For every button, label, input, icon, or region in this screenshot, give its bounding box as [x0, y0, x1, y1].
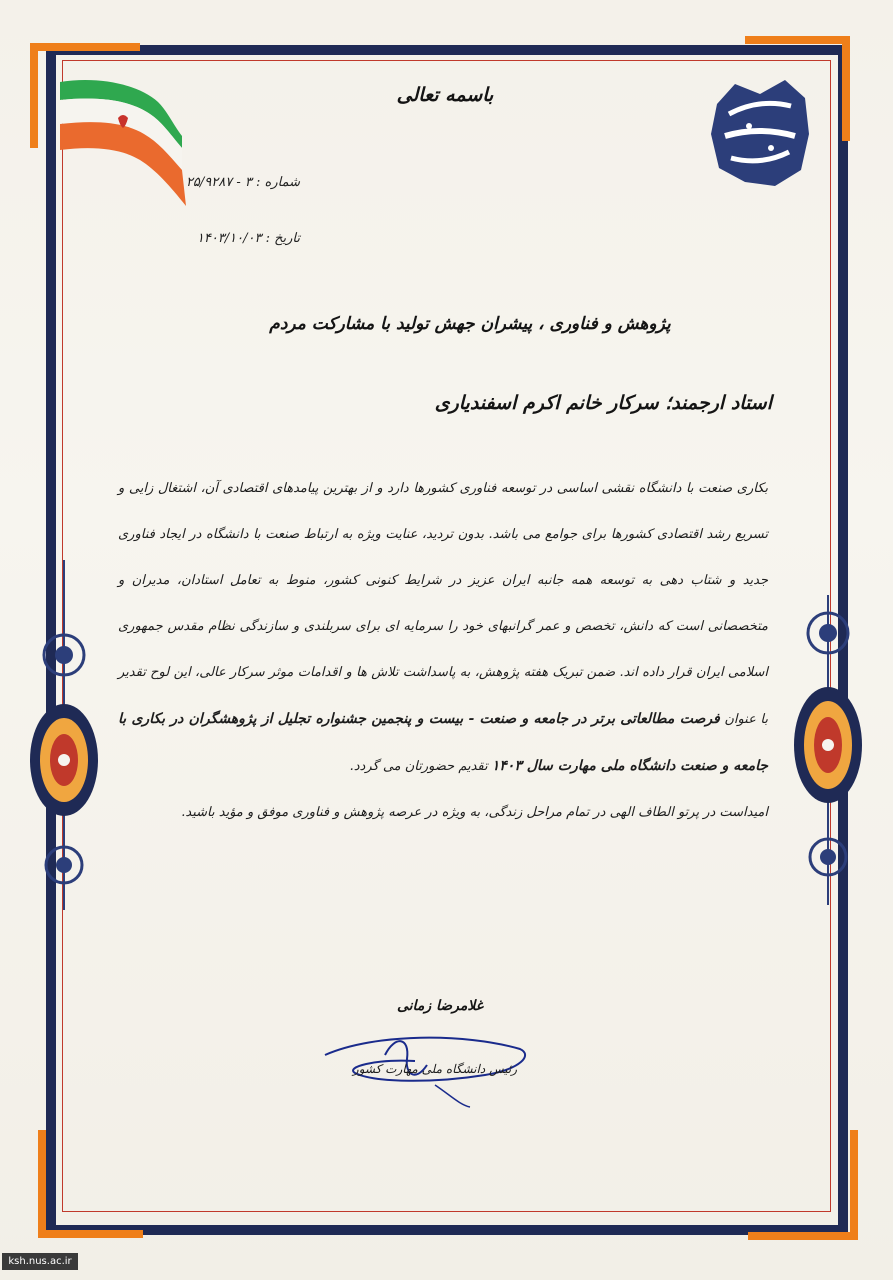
body-paragraph-2: امیداست در پرتو الطاف الهی در تمام مراحل زندگی، به ویژه در عرصه پژوهش و فناوری موفق و مؤید باشید. [181, 805, 768, 820]
corner-accent-bottom-left-v [38, 1130, 46, 1238]
corner-accent-top-right [745, 36, 849, 44]
corner-accent-bottom-right [748, 1232, 856, 1240]
recipient-name: استاد ارجمند؛ سرکار خانم اکرم اسفندیاری [434, 392, 772, 414]
frame-bottom-border [46, 1225, 848, 1235]
body-paragraph-1 [118, 466, 768, 790]
slogan-headline: پژوهش و فناوری ، پیشران جهش تولید با مشارکت مردم [269, 314, 671, 334]
signer-name: غلامرضا زمانی [396, 998, 484, 1014]
corner-accent-top-left-v [30, 43, 38, 148]
letter-date: تاریخ : ۱۴۰۳/۱۰/۰۳ [196, 231, 300, 246]
frame-top-border [46, 45, 848, 55]
iran-flag-icon [58, 78, 188, 210]
corner-accent-bottom-right-v [850, 1130, 858, 1240]
letter-body [118, 466, 768, 836]
corner-accent-bottom-left [38, 1230, 143, 1238]
body-text-main: بکاری صنعت با دانشگاه نقشی اساسی در توسعه فناوری کشورها دارد و از بهترین پیامدهای اقتصادی آن، اشتغال زایی و تسریع رشد اقتصادی کشورها برای جوامع می باشد. بدون تردید، عنایت ویژه به ارتباط صنعت با دانشگاه در ایجاد فناوری جدید و شتاب دهی به توسعه همه جانبه ایران عزیز در شرایط کنونی کشور، منوط به تعامل استادان، مدیران و متخصصانی است که دانش، تخصص و عمر گرانبهای خود را سرمایه ای برای سربلندی و سازندگی نظام مقدس جمهوری اسلامی ایران قرار داده اند. ضمن تبریک هفته پژوهش، به پاسداشت تلاش ها و اقدامات موثر سرکار عالی، این لوح تقدیر با عنوان [118, 481, 768, 727]
body-closing: تقدیم حضورتان می گردد. [349, 759, 488, 774]
signer-title: رئیس دانشگاه ملی مهارت کشور [352, 1062, 518, 1076]
left-ornament-icon [22, 560, 106, 910]
university-logo-icon [705, 74, 815, 192]
source-watermark: ksh.nus.ac.ir [2, 1253, 78, 1270]
right-ornament-icon [786, 595, 870, 905]
award-title: فرصت مطالعاتی برتر در جامعه و صنعت - بیست و پنجمین جشنواره تجلیل از پژوهشگران در بکاری با جامعه و صنعت دانشگاه ملی مهارت سال ۱۴۰۳ [118, 711, 768, 774]
letter-number: شماره : ۳ - ۲۵/۹۲۸۷ [185, 175, 300, 190]
corner-accent-top-left [30, 43, 140, 51]
letter-meta [170, 170, 300, 252]
basmala-heading: باسمه تعالی [396, 84, 494, 106]
corner-accent-top-right-v [842, 36, 850, 141]
